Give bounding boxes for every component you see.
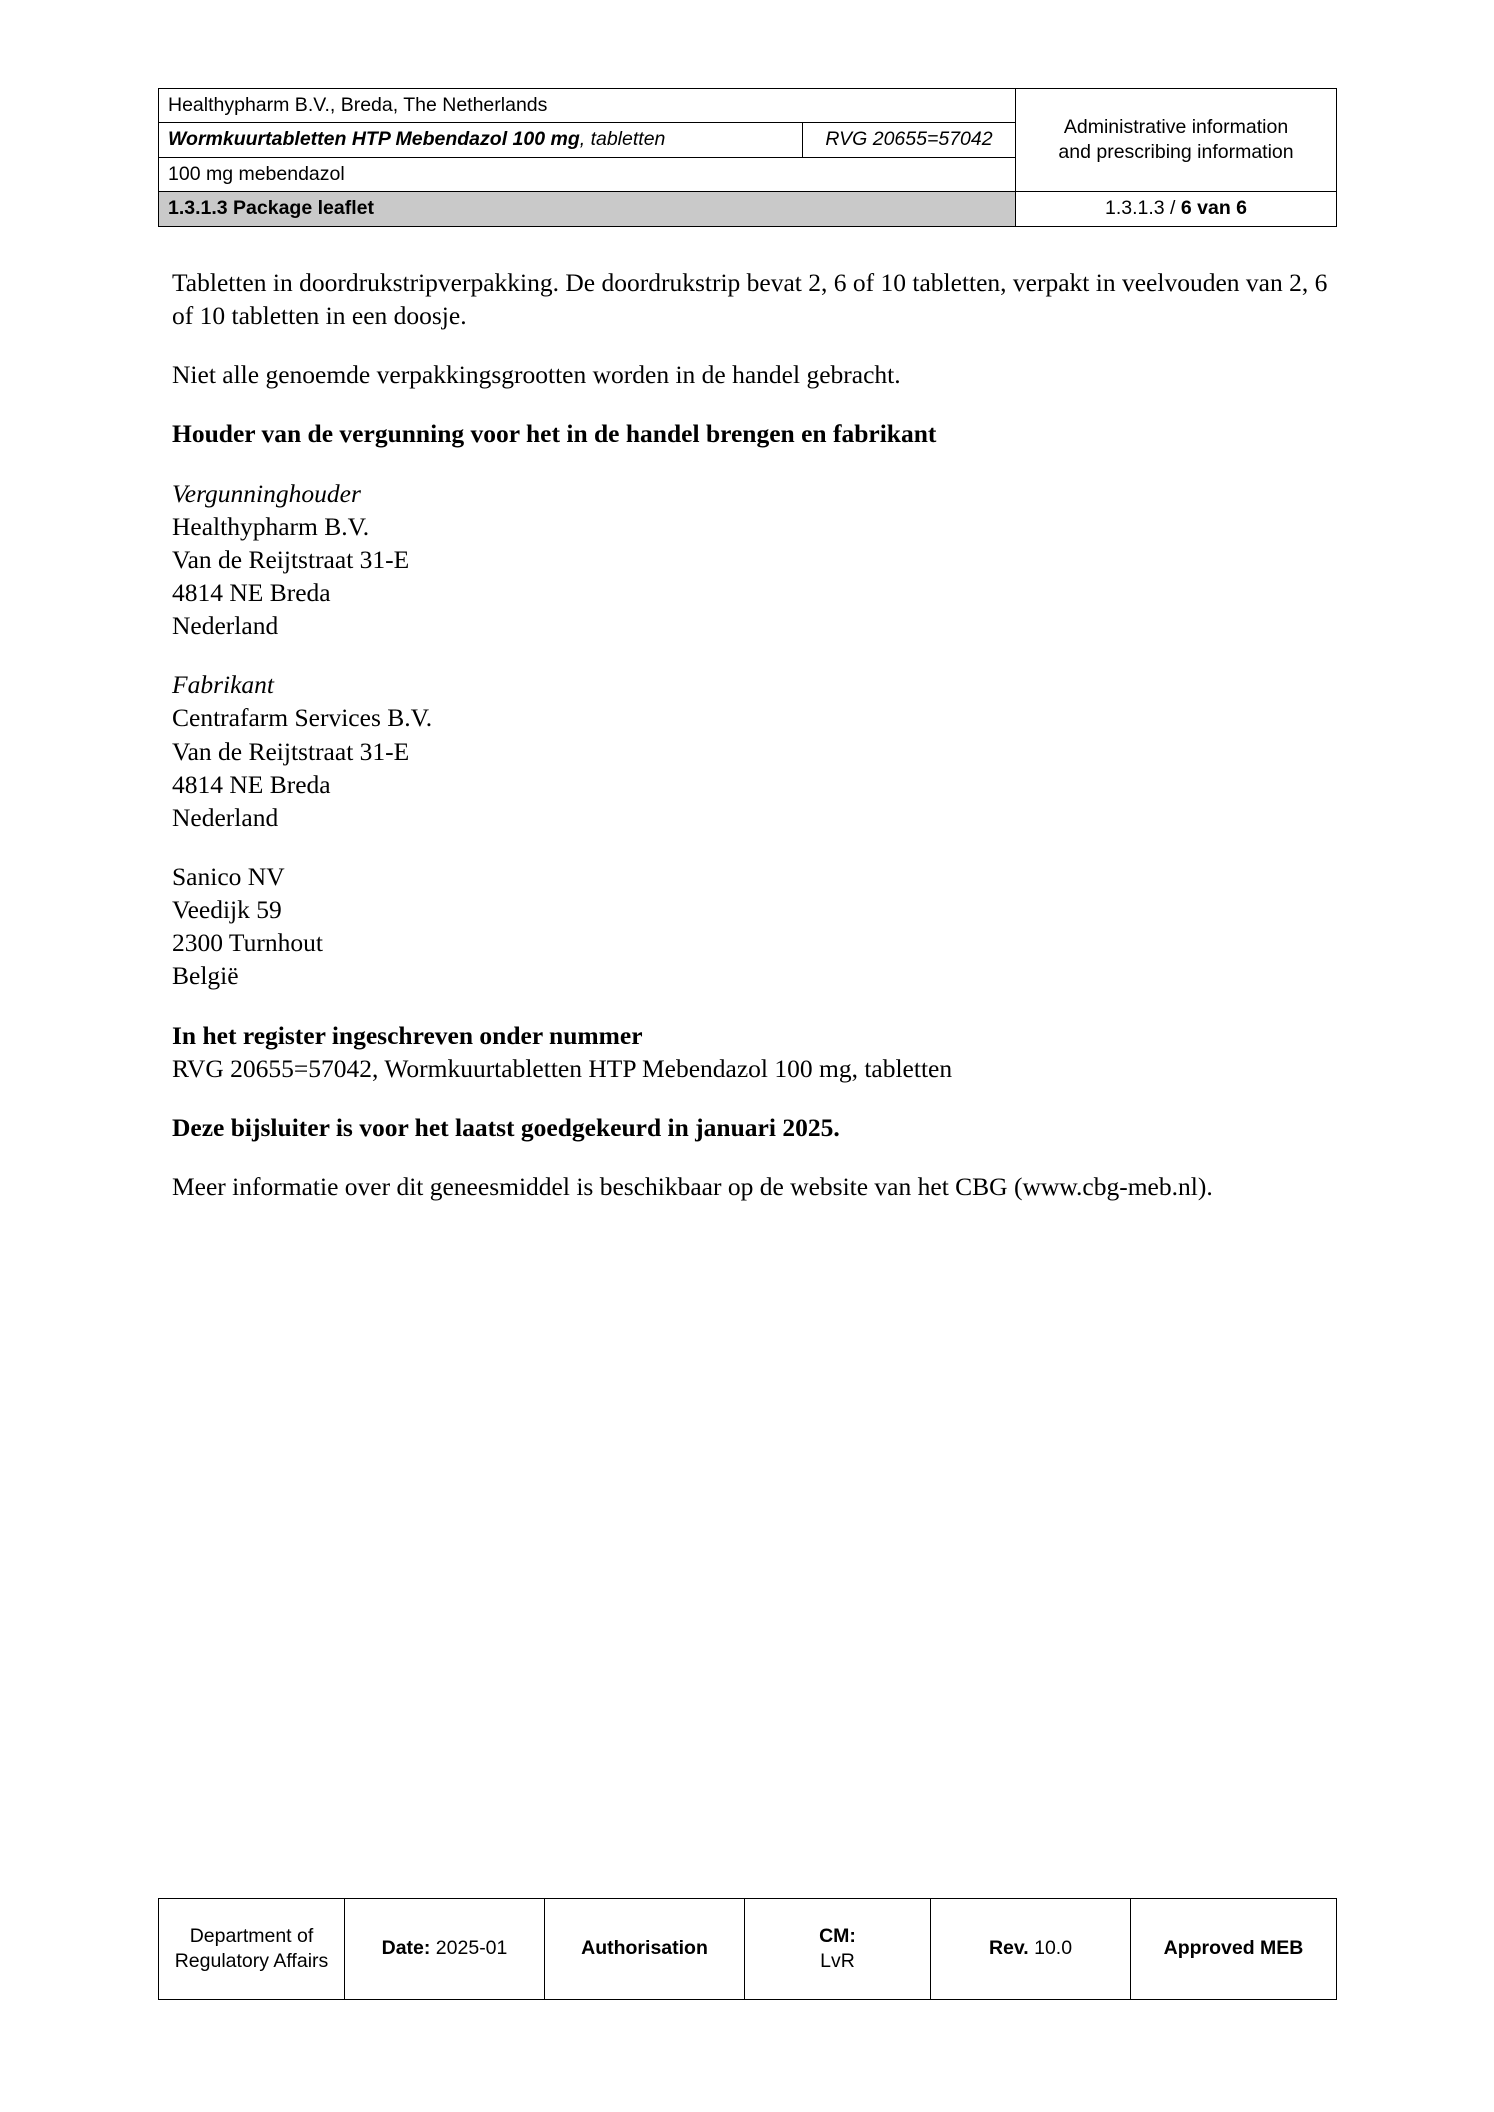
manufacturer-address-line: Nederland <box>172 802 279 832</box>
footer-row <box>159 1899 1337 2000</box>
header-company-text: Healthypharm B.V., Breda, The Netherlands <box>168 94 548 116</box>
header-strength-cell <box>159 157 1016 191</box>
register-number-value: RVG 20655=57042, Wormkuurtabletten HTP Mebendazol 100 mg, tabletten <box>172 1053 953 1083</box>
header-product-form: , tabletten <box>579 128 666 151</box>
footer-cm-cell <box>745 1899 931 2000</box>
manufacturer2-address-block <box>172 860 1352 993</box>
header-strength-text: 100 mg mebendazol <box>168 162 345 185</box>
header-row-title <box>159 192 1337 226</box>
label-vergunninghouder: Vergunninghouder <box>172 478 361 508</box>
register-block <box>172 1019 1352 1085</box>
manufacturer-address-line: Van de Reijtstraat 31-E <box>172 736 410 766</box>
holder-address-block <box>172 477 1352 643</box>
footer-authorisation-cell <box>545 1899 745 2000</box>
footer-rev-label: Rev. <box>988 1937 1029 1960</box>
header-admin-line1: Administrative information <box>1063 116 1289 139</box>
footer-approved-label: Approved MEB <box>1163 1937 1304 1960</box>
holder-address-line: 4814 NE Breda <box>172 577 331 607</box>
holder-address-line: Nederland <box>172 611 279 641</box>
document-footer-table <box>158 1898 1337 2000</box>
page-marker-cell <box>1016 192 1337 226</box>
footer-department-line1: Department of <box>189 1924 314 1947</box>
paragraph-more-information: Meer informatie over dit geneesmiddel is beschikbaar op de website van het CBG (www.cbg-meb.nl). <box>172 1171 1213 1201</box>
page-marker-prefix: 1.3.1.3 / <box>1105 197 1181 220</box>
footer-date-label: Date: <box>381 1937 431 1960</box>
footer-date-value: 2025-01 <box>430 1937 508 1960</box>
manufacturer-address-line: Centrafarm Services B.V. <box>172 703 433 733</box>
header-rvg-text: RVG 20655=57042 <box>825 128 993 151</box>
paragraph-packaging: Tabletten in doordrukstripverpakking. De doordrukstrip bevat 2, 6 of 10 tabletten, verpakt in veelvouden van 2, 6 of 10 tabletten in een doosje. <box>172 268 1328 331</box>
section-title-text: 1.3.1.3 Package leaflet <box>168 197 374 220</box>
header-admin-cell <box>1016 89 1337 192</box>
holder-address-line: Healthypharm B.V. <box>172 511 370 541</box>
header-product-name: Wormkuurtabletten HTP Mebendazol 100 mg <box>168 128 580 151</box>
holder-address-line: Van de Reijtstraat 31-E <box>172 544 410 574</box>
footer-department-line2: Regulatory Affairs <box>174 1950 329 1972</box>
manufacturer2-address-line: Veedijk 59 <box>172 895 282 925</box>
footer-cm-label: CM: <box>819 1924 856 1947</box>
paragraph-availability: Niet alle genoemde verpakkingsgrootten worden in de handel gebracht. <box>172 360 901 390</box>
manufacturer2-address-line: 2300 Turnhout <box>172 928 323 958</box>
footer-authorisation-label: Authorisation <box>581 1937 708 1960</box>
footer-rev-cell <box>931 1899 1131 2000</box>
manufacturer2-address-line: België <box>172 961 239 991</box>
manufacturer-address-block <box>172 668 1352 834</box>
header-row-company <box>159 89 1337 123</box>
heading-last-approval-date: Deze bijsluiter is voor het laatst goedgekeurd in januari 2025. <box>172 1112 840 1142</box>
heading-marketing-authorisation-holder: Houder van de vergunning voor het in de handel brengen en fabrikant <box>172 419 937 449</box>
footer-date-cell <box>345 1899 545 2000</box>
label-fabrikant: Fabrikant <box>172 670 274 700</box>
footer-department-cell <box>159 1899 345 2000</box>
header-rvg-cell <box>803 123 1016 157</box>
footer-approved-cell <box>1131 1899 1337 2000</box>
heading-register-number: In het register ingeschreven onder nummer <box>172 1020 643 1050</box>
manufacturer-address-line: 4814 NE Breda <box>172 769 331 799</box>
document-header-table <box>158 88 1337 227</box>
leaflet-body <box>172 266 1352 1229</box>
footer-cm-value: LvR <box>820 1950 855 1972</box>
header-company-cell <box>159 89 1016 123</box>
footer-rev-value: 10.0 <box>1028 1937 1073 1960</box>
header-admin-line2: and prescribing information <box>1058 140 1294 163</box>
header-product-cell <box>159 123 803 157</box>
page-marker-value: 6 van 6 <box>1180 197 1248 220</box>
section-title-cell <box>159 192 1016 226</box>
manufacturer2-address-line: Sanico NV <box>172 861 285 891</box>
